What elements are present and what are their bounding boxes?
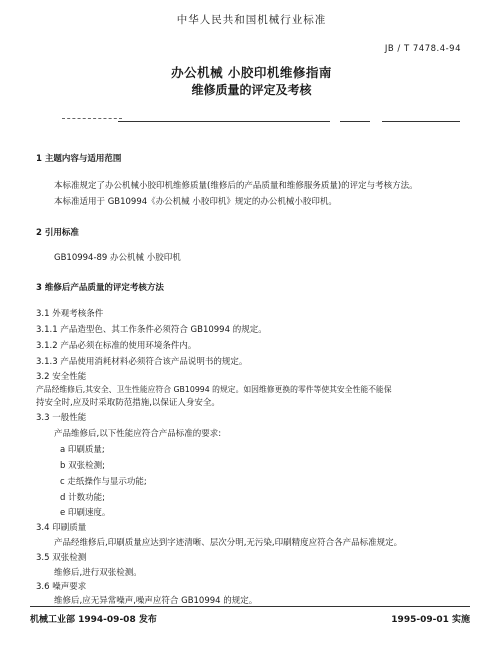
- issue-date: 机械工业部 1994-09-08 发布: [30, 615, 157, 625]
- section-2-heading: 2 引用标准: [36, 228, 79, 238]
- section-1-paragraph-2: 本标准适用于 GB10994《办公机械 小胶印机》规定的办公机械小胶印机。: [54, 197, 337, 207]
- clause-3-1-2: 3.1.2 产品必须在标准的使用环境条件内。: [36, 341, 197, 351]
- list-item: b 双张检测;: [60, 461, 105, 471]
- title-divider-right: [382, 121, 460, 122]
- clause-3-1: 3.1 外观考核条件: [36, 309, 104, 319]
- section-1-paragraph-1: 本标准规定了办公机械小胶印机维修质量(维修后的产品质量和维修服务质量)的评定与考核方法。: [54, 181, 418, 191]
- clause-3-2-paragraph-1: 产品经维修后,其安全、卫生性能应符合 GB10994 的规定。如因维修更换的零件等使其安全性能不能保: [36, 385, 392, 394]
- title-divider-mid: [340, 121, 370, 122]
- clause-3-2-paragraph-2: 持安全时,应及时采取防范措施,以保证人身安全。: [36, 398, 220, 408]
- clause-3-1-3: 3.1.3 产品使用消耗材料必须符合该产品说明书的规定。: [36, 357, 248, 367]
- clause-3-6-paragraph: 维修后,应无异常噪声,噪声应符合 GB10994 的规定。: [54, 596, 258, 606]
- clause-3-6: 3.6 噪声要求: [36, 582, 87, 592]
- list-item: e 印刷速度。: [60, 508, 111, 518]
- title-divider: [118, 121, 330, 122]
- clause-3-4: 3.4 印刷质量: [36, 523, 87, 533]
- clause-3-3-paragraph: 产品维修后,以下性能应符合产品标准的要求:: [54, 429, 222, 439]
- page-title: 办公机械 小胶印机维修指南: [171, 65, 332, 80]
- clause-3-3: 3.3 一般性能: [36, 413, 87, 423]
- clause-3-5: 3.5 双张检测: [36, 553, 87, 563]
- section-1-heading: 1 主题内容与适用范围: [36, 154, 122, 164]
- section-2-reference: GB10994-89 办公机械 小胶印机: [54, 253, 181, 263]
- list-item: a 印刷质量;: [60, 445, 105, 455]
- clause-3-2: 3.2 安全性能: [36, 372, 87, 382]
- title-divider-dash-left: [62, 118, 122, 120]
- clause-3-4-paragraph: 产品经维修后,印刷质量应达到字迹清晰、层次分明,无污染,印刷精度应符合各产品标准规定。: [54, 538, 403, 548]
- list-item: c 走纸操作与显示功能;: [60, 477, 147, 487]
- footer-divider: [30, 606, 470, 607]
- section-3-heading: 3 维修后产品质量的评定考核方法: [36, 283, 164, 293]
- clause-3-1-1: 3.1.1 产品造型色、其工作条件必须符合 GB10994 的规定。: [36, 325, 267, 335]
- effective-date: 1995-09-01 实施: [391, 615, 470, 625]
- clause-3-5-paragraph: 维修后,进行双张检测。: [54, 568, 142, 578]
- list-item: d 计数功能;: [60, 493, 105, 503]
- standard-code: JB / T 7478.4-94: [384, 44, 461, 54]
- standard-header: 中华人民共和国机械行业标准: [176, 14, 327, 26]
- page-subtitle: 维修质量的评定及考核: [191, 83, 312, 97]
